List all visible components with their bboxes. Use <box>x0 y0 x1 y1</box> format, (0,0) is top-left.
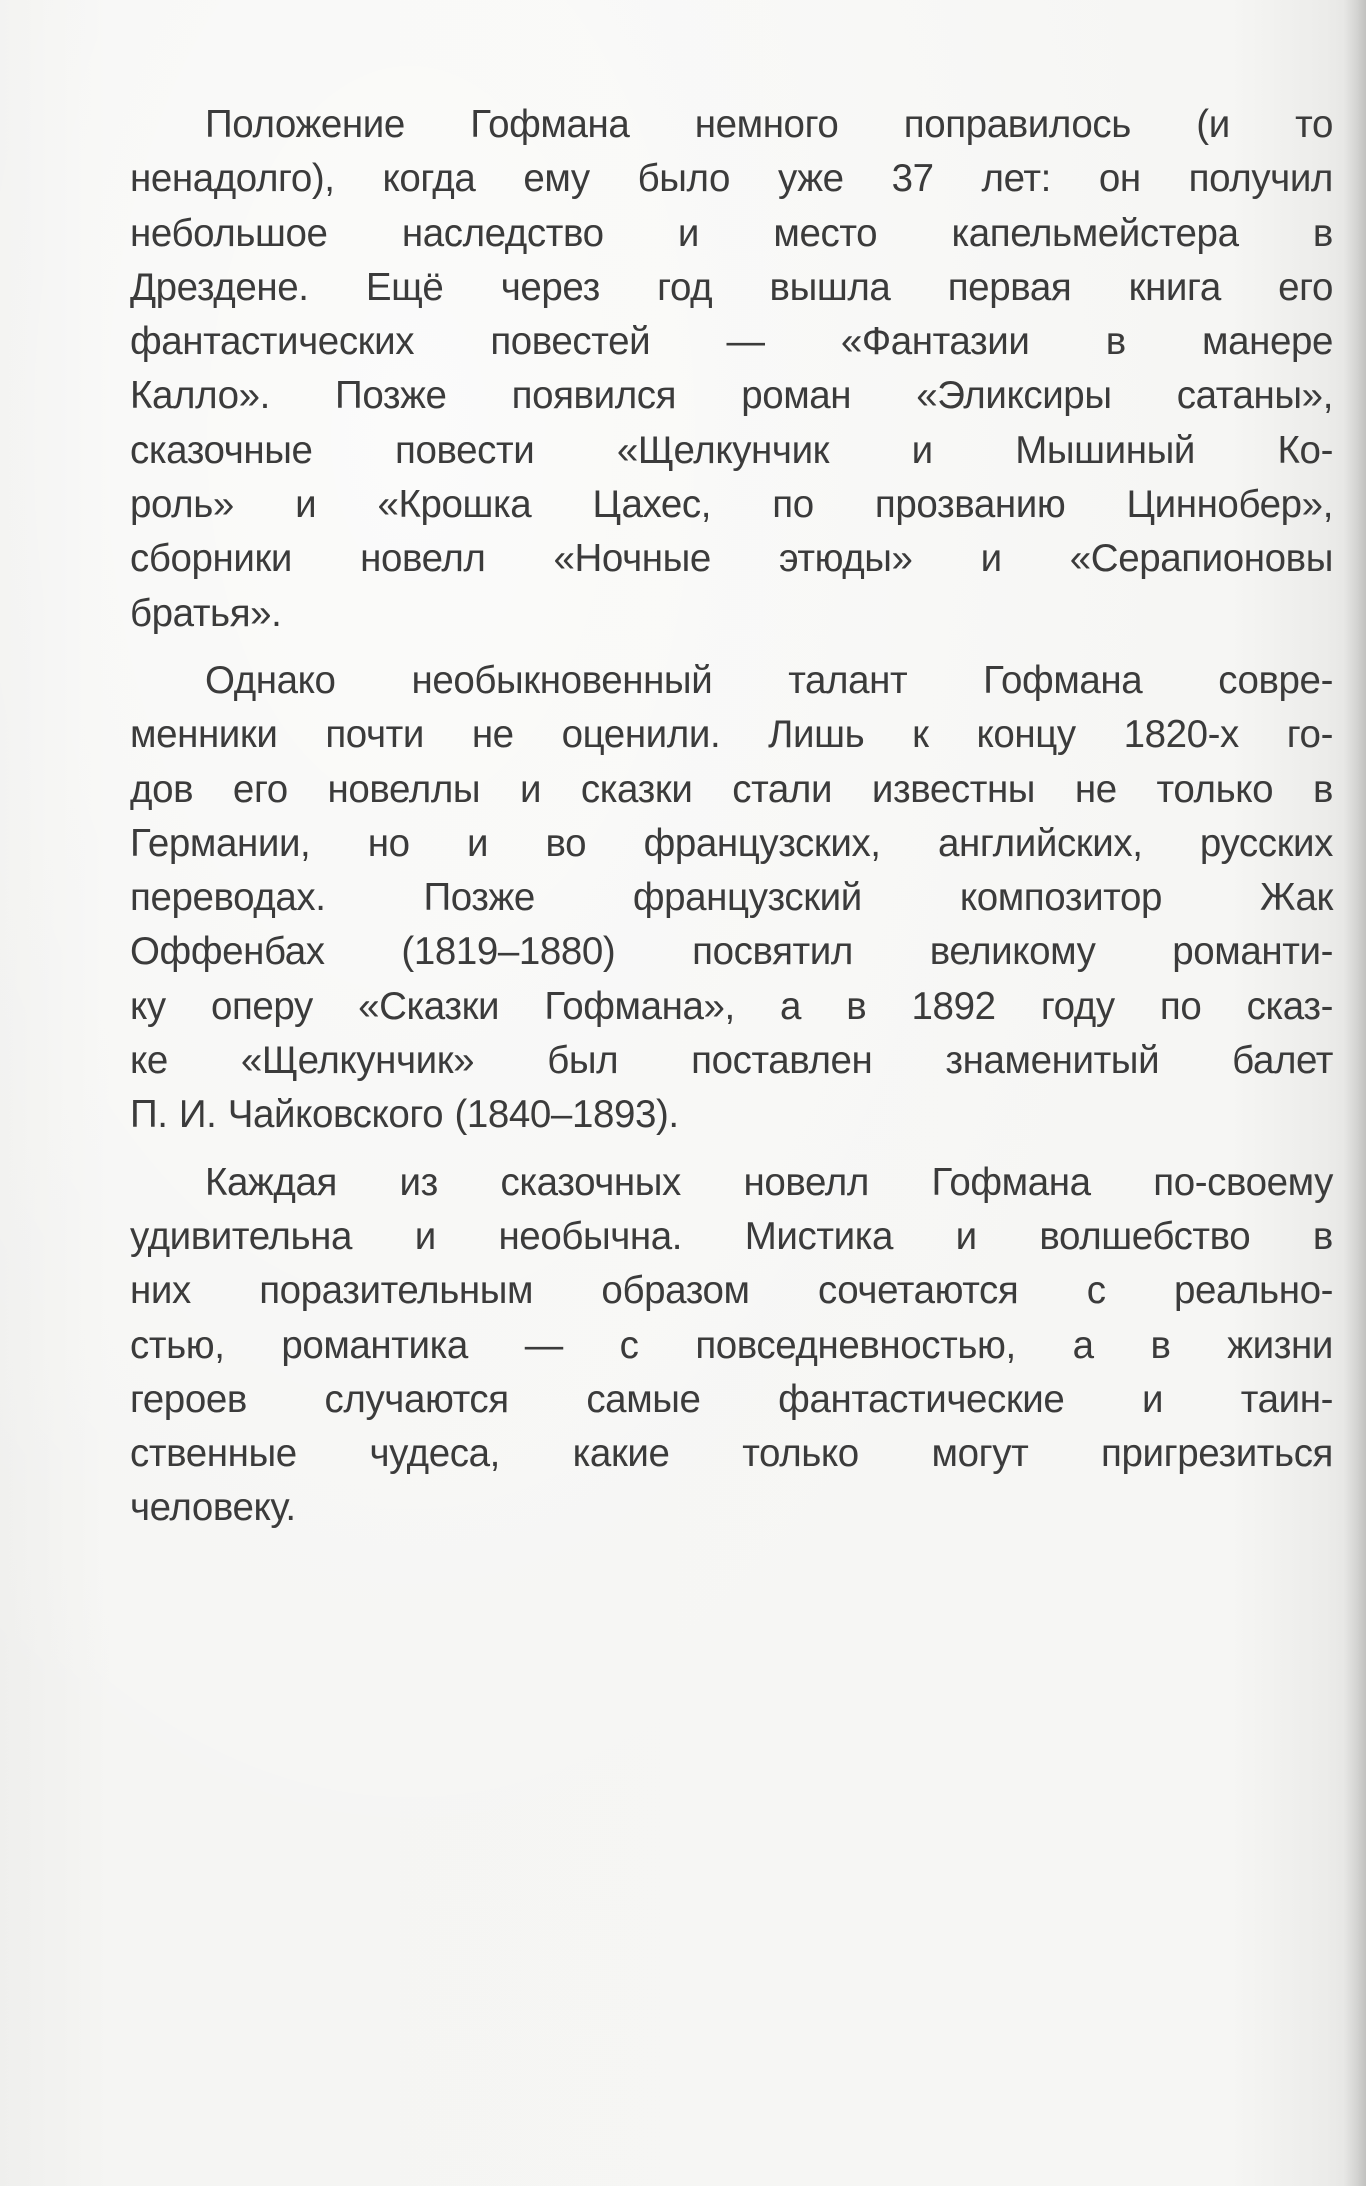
text-line: Каждая из сказочных новелл Гофмана по-своему <box>205 1160 1333 1204</box>
text-line: переводах. Позже французский композитор Жак <box>130 876 1333 920</box>
text-line: Калло». Позже появился роман «Эликсиры сатаны», <box>130 374 1333 418</box>
text-line: Дрездене. Ещё через год вышла первая книга его <box>130 265 1333 309</box>
paragraph-1 <box>130 98 1333 641</box>
paragraph-2 <box>130 654 1333 1143</box>
text-line: роль» и «Крошка Цахес, по прозванию Циннобер», <box>130 483 1333 527</box>
text-line: менники почти не оценили. Лишь к концу 1820-х го- <box>130 713 1333 757</box>
page-edge-shadow <box>1344 0 1366 2186</box>
text-line: Оффенбах (1819–1880) посвятил великому романти- <box>130 930 1333 974</box>
text-line: фантастических повестей — «Фантазии в манере <box>130 320 1333 364</box>
text-line: них поразительным образом сочетаются с реально- <box>130 1269 1333 1313</box>
text-line: героев случаются самые фантастические и таин- <box>130 1377 1333 1421</box>
text-line: стью, романтика — с повседневностью, а в жизни <box>130 1323 1333 1367</box>
text-line: Однако необыкновенный талант Гофмана совре- <box>205 658 1333 702</box>
text-line: ственные чудеса, какие только могут пригрезиться <box>130 1432 1333 1476</box>
body-text <box>130 98 1333 1549</box>
text-line: Положение Гофмана немного поправилось (и то <box>205 103 1333 146</box>
text-line: сказочные повести «Щелкунчик и Мышиный Ко- <box>130 428 1333 472</box>
text-line: небольшое наследство и место капельмейстера в <box>130 211 1333 255</box>
text-line: П. И. Чайковского (1840–1893). <box>130 1093 679 1137</box>
text-line: ке «Щелкунчик» был поставлен знаменитый балет <box>130 1039 1333 1083</box>
paragraph-3 <box>130 1156 1333 1536</box>
text-line: ку оперу «Сказки Гофмана», а в 1892 году по сказ- <box>130 984 1333 1028</box>
text-line: сборники новелл «Ночные этюды» и «Серапионовы <box>130 537 1333 581</box>
text-line: человеку. <box>130 1486 296 1530</box>
text-line: Германии, но и во французских, английских, русских <box>130 821 1333 865</box>
text-line: удивительна и необычна. Мистика и волшебство в <box>130 1214 1333 1258</box>
text-line: братья». <box>130 591 282 635</box>
text-line: ненадолго), когда ему было уже 37 лет: он получил <box>130 157 1333 201</box>
text-line: дов его новеллы и сказки стали известны не только в <box>130 767 1333 811</box>
